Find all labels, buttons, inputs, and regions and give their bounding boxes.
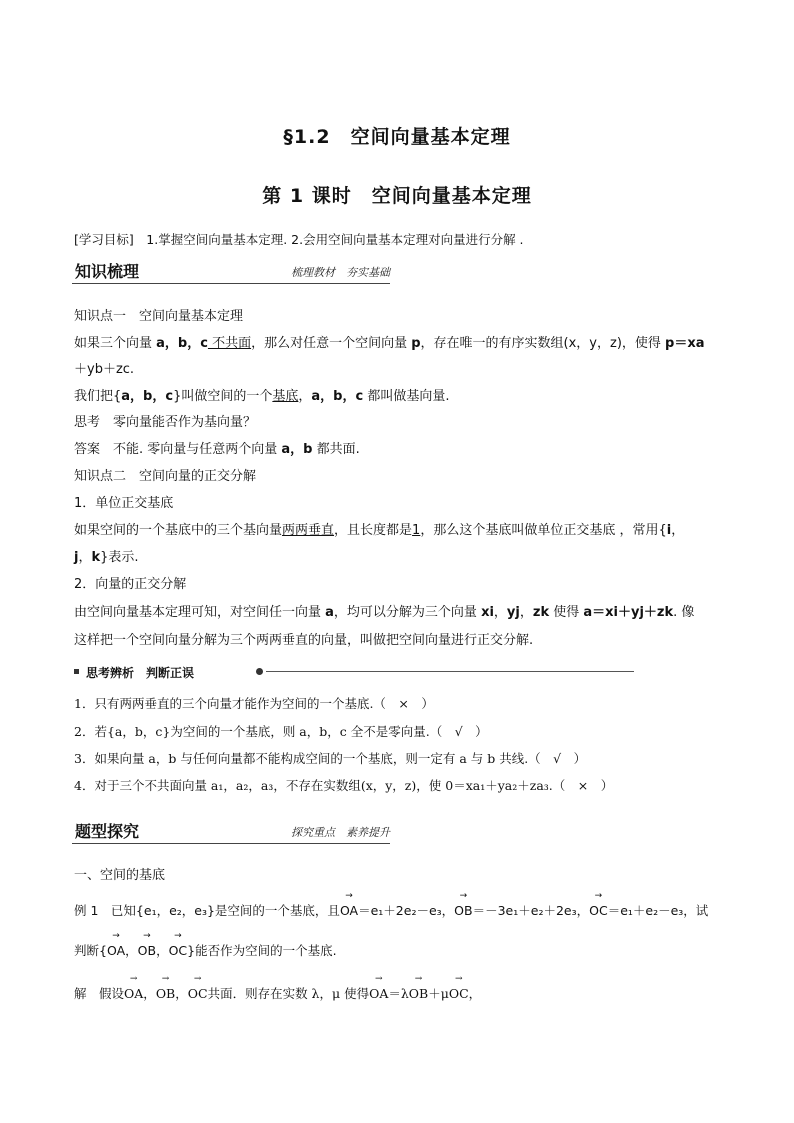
text-run: ，均可以分解为三个向量 [333, 605, 482, 620]
text-run: 使得 [549, 605, 584, 620]
text-run: ＝λ [388, 986, 409, 1001]
vector-oc: → OC [449, 985, 469, 1003]
section-header-types [72, 819, 390, 845]
kp1-basis-definition [74, 388, 734, 406]
text-run: 都叫做基向量. [363, 389, 450, 404]
text-run: }能否作为空间的一个基底. [187, 943, 337, 958]
text-run: ， [493, 605, 507, 620]
objective-text: 1.掌握空间向量基本定理. 2.会用空间向量基本定理对向量进行分解 . [133, 232, 524, 247]
text-run: a [325, 605, 334, 620]
text-run: a，b，c [156, 336, 208, 351]
vector-oa: → OA [124, 985, 143, 1003]
judge-item-4: 4．对于三个不共面向量 a₁，a₂，a₃，不存在实数组(x，y，z)，使 0＝xa₁＋ya₂＋za₃.（ × ） [74, 778, 614, 793]
text-run: ，存在唯一的有序实数组(x，y，z)，使得 [420, 336, 666, 351]
text-run: xi [481, 605, 494, 620]
text-run: 由空间向量基本定理可知，对空间任一向量 [74, 605, 326, 620]
vector-ob: → OB [138, 942, 156, 960]
vector-ob: → OB [454, 902, 472, 920]
text-run: ，那么这个基底叫做单位正交基底 ，常用{ [420, 523, 667, 538]
text-run: ＝－3e₁＋e₂＋2e₃， [472, 903, 590, 918]
judge-header-rule [266, 671, 634, 672]
vector-oa: → OA [340, 902, 358, 920]
section-header-rule [72, 283, 390, 284]
vector-ob: → OB [156, 985, 175, 1003]
kp2-decomposition-line1 [74, 604, 734, 622]
judge-section-header [74, 664, 634, 680]
dot-icon [256, 668, 263, 675]
text-run: ， [671, 523, 685, 538]
text-run: 基底 [272, 389, 299, 404]
judge-item-2: 2．若{a，b，c}为空间的一个基底，则 a，b，c 全不是零向量.（ √ ） [74, 724, 488, 739]
kp2-subheading-1: 1．单位正交基底 [74, 496, 174, 511]
text-run: a，b，c [121, 389, 174, 404]
text-run: i [666, 523, 672, 538]
vector-oc: → OC [169, 942, 188, 960]
text-run: j [74, 550, 79, 565]
text-run: ，那么对任意一个空间向量 [251, 336, 412, 351]
text-run: 都共面. [312, 442, 360, 457]
square-bullet-icon [74, 669, 79, 674]
kp1-heading: 知识点一 空间向量基本定理 [74, 309, 244, 324]
kp1-theorem-line1 [74, 335, 734, 353]
section-header-subtitle: 探究重点 素养提升 [291, 826, 390, 839]
text-run: 判断{ [74, 943, 107, 958]
text-run: 例 1 已知{e₁，e₂，e₃}是空间的一个基底，且 [74, 903, 340, 918]
objective-label: [学习目标] [74, 232, 134, 247]
text-run: a＝xi＋yj＋zk [583, 605, 674, 620]
text-run: ，且长度都是 [334, 523, 413, 538]
text-run: k [91, 550, 101, 565]
text-run: 我们把{ [74, 389, 122, 404]
judge-item-3: 3．如果向量 a，b 与任何向量都不能构成空间的一个基底，则一定有 a 与 b 共线.（ √ ） [74, 751, 587, 766]
text-run: p＝xa [665, 336, 705, 351]
vector-oa: → OA [369, 985, 388, 1003]
section-header-title: 知识梳理 [75, 262, 140, 281]
kp1-think-question: 思考 零向量能否作为基向量？ [74, 415, 257, 430]
text-run: ， [468, 986, 482, 1001]
type1-heading: 一、空间的基底 [74, 868, 166, 883]
section-title: §1.2 空间向量基本定理 [283, 126, 511, 148]
kp2-heading: 知识点二 空间向量的正交分解 [74, 469, 257, 484]
text-run: ， [519, 605, 533, 620]
section-header-subtitle: 梳理教材 夯实基础 [291, 266, 390, 279]
learning-objectives [74, 231, 734, 249]
section-header-rule [72, 843, 390, 844]
text-run: ＋μ [428, 986, 449, 1001]
example1-line1 [74, 902, 734, 920]
text-run: 两两垂直 [282, 523, 335, 538]
kp1-answer [74, 441, 734, 459]
text-run: . 像 [673, 605, 695, 620]
section-header-title: 题型探究 [75, 822, 140, 841]
text-run: p [411, 336, 421, 351]
kp1-theorem-line2: ＋yb＋zc. [74, 362, 135, 377]
text-run: 1 [412, 523, 421, 538]
text-run: ， [125, 943, 138, 958]
text-run: ， [143, 986, 156, 1001]
kp2-subheading-2: 2．向量的正交分解 [74, 577, 187, 592]
text-run: 答案 不能. 零向量与任意两个向量 [74, 442, 282, 457]
section-header-knowledge [72, 259, 390, 285]
text-run: }表示. [100, 550, 139, 565]
vector-oc: → OC [188, 985, 208, 1003]
lesson-title: 第 1 课时 空间向量基本定理 [262, 185, 532, 207]
text-run: yj [506, 605, 520, 620]
text-run: ， [78, 550, 92, 565]
judge-item-1: 1．只有两两垂直的三个向量才能作为空间的一个基底.（ × ） [74, 696, 434, 711]
kp2-orthonormal-line2 [74, 549, 734, 567]
text-run: zk [532, 605, 550, 620]
kp2-orthonormal-line1 [74, 522, 734, 540]
text-run: a，b，c [311, 389, 364, 404]
kp2-decomposition-line2: 这样把一个空间向量分解为三个两两垂直的向量，叫做把空间向量进行正交分解. [74, 633, 534, 648]
text-run: a，b [281, 442, 313, 457]
text-run: 解 假设 [74, 986, 125, 1001]
text-run: 如果空间的一个基底中的三个基向量 [74, 523, 283, 538]
text-run: ， [298, 389, 312, 404]
text-run: }叫做空间的一个 [173, 389, 273, 404]
example1-solution [74, 985, 734, 1003]
text-run: ， [156, 943, 169, 958]
text-run: ， [175, 986, 188, 1001]
example1-line2 [74, 942, 734, 960]
vector-oa: → OA [107, 942, 125, 960]
vector-ob: → OB [409, 985, 428, 1003]
vector-oc: → OC [589, 902, 608, 920]
judge-section-title: 思考辨析 判断正误 [86, 666, 195, 680]
text-run: ＝e₁＋e₂－e₃，试 [607, 903, 709, 918]
text-run: 不共面 [207, 336, 252, 351]
text-run: 共面．则存在实数 λ，μ 使得 [207, 986, 370, 1001]
text-run: 如果三个向量 [74, 336, 157, 351]
text-run: ＝e₁＋2e₂－e₃， [358, 903, 455, 918]
